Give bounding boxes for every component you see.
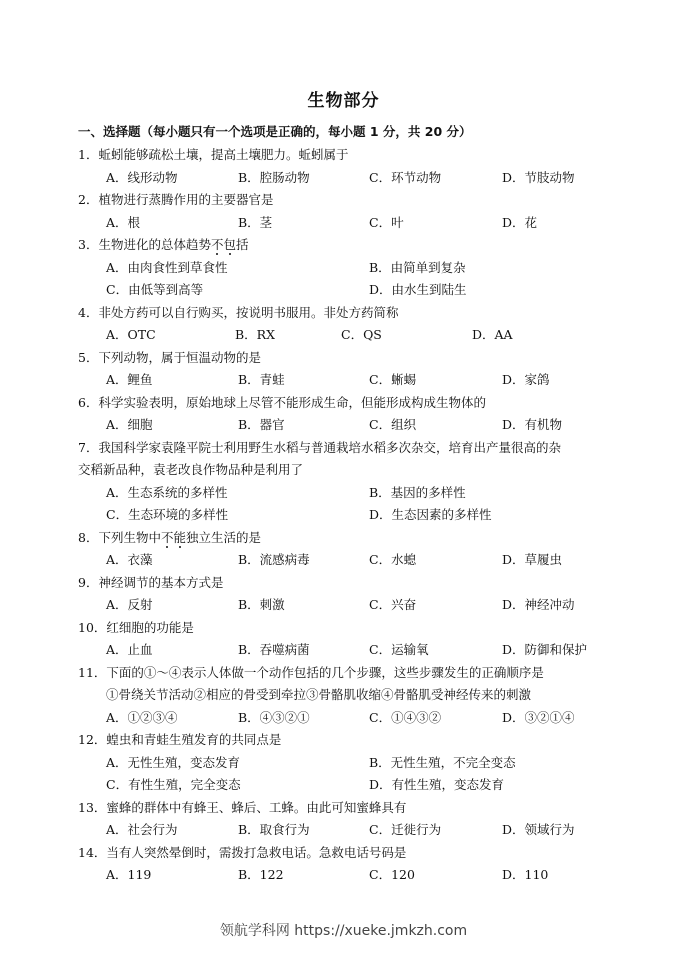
option-a: A．止血: [106, 642, 153, 657]
question-4: [78, 302, 618, 347]
option-d: D．由水生到陆生: [369, 282, 467, 297]
option-b: B．无性生殖，不完全变态: [369, 754, 516, 770]
option-c: C．蜥蜴: [369, 372, 417, 387]
option-d: D．领域行为: [502, 822, 575, 837]
question-stem: 13．蜜蜂的群体中有蜂王、蜂后、工蜂。由此可知蜜蜂具有: [78, 799, 407, 815]
emphasis-char: 不: [160, 529, 174, 545]
option-c: C．兴奋: [369, 597, 417, 612]
option-c: C．QS: [341, 327, 382, 342]
option-a: A．细胞: [106, 417, 153, 432]
option-b: B．由简单到复杂: [369, 259, 466, 275]
option-a: A．社会行为: [106, 822, 178, 837]
question-3: [78, 234, 618, 302]
options: [78, 324, 618, 347]
option-b: B．④③②①: [238, 709, 310, 725]
option-a: A．由肉食性到草食性: [106, 259, 228, 275]
question-stem: 5．下列动物，属于恒温动物的是: [78, 349, 261, 365]
option-a: A．119: [106, 867, 152, 882]
option-b: B．腔肠动物: [238, 169, 310, 185]
option-a: A．生态系统的多样性: [106, 484, 228, 500]
options: [78, 482, 618, 505]
question-6: [78, 392, 618, 437]
option-c: C．组织: [369, 417, 417, 432]
option-d: D．防御和保护: [502, 642, 588, 657]
question-stem: [78, 234, 618, 257]
question-stem: 9．神经调节的基本方式是: [78, 574, 224, 590]
page-title: 生物部分: [307, 91, 380, 111]
option-d: D．③②①④: [502, 709, 575, 725]
question-stem-continued: 交稻新品种，袁老改良作物品种是利用了: [78, 462, 304, 477]
option-c: C．①④③②: [369, 709, 442, 725]
question-stem: [78, 527, 618, 550]
emphasis-char: 不: [210, 237, 224, 252]
option-c: C．叶: [369, 214, 404, 230]
options: [78, 819, 618, 842]
question-stem: 6．科学实验表明，原始地球上尽管不能形成生命，但能形成构成生物体的: [78, 394, 486, 410]
emphasis-char: 能: [173, 529, 186, 545]
options: [78, 707, 618, 730]
options: [78, 549, 618, 572]
options: [78, 414, 618, 437]
option-b: B．基因的多样性: [369, 484, 466, 500]
stem-text: 3．生物进化的总体趋势: [78, 237, 211, 252]
question-12: [78, 729, 618, 797]
option-c: C．由低等到高等: [106, 282, 204, 297]
options: [78, 279, 618, 302]
option-a: A．反射: [106, 597, 153, 612]
question-stem: 11．下面的①～④表示人体做一个动作包括的几个步骤，这些步骤发生的正确顺序是: [78, 664, 544, 680]
option-a: A．鲤鱼: [106, 372, 153, 387]
option-c: C．有性生殖，完全变态: [106, 777, 241, 792]
option-b: B．122: [238, 867, 284, 882]
stem-text: 8．下列生物中: [78, 529, 161, 545]
option-d: D．神经冲动: [502, 597, 575, 612]
question-stem: 2．植物进行蒸腾作用的主要器官是: [78, 192, 274, 207]
option-c: C．生态环境的多样性: [106, 507, 229, 522]
question-9: [78, 572, 618, 617]
question-2: [78, 189, 618, 234]
question-8: [78, 527, 618, 572]
option-b: B．RX: [235, 327, 275, 342]
question-14: [78, 842, 618, 887]
option-b: B．青蛙: [238, 372, 285, 387]
options: [78, 864, 618, 887]
option-b: B．器官: [238, 417, 285, 432]
question-stem: 7．我国科学家袁隆平院士利用野生水稻与普通栽培水稻多次杂交，培育出产量很高的杂: [78, 439, 561, 455]
option-b: B．流感病毒: [238, 552, 310, 567]
option-b: B．茎: [238, 214, 273, 230]
question-stem: 4．非处方药可以自行购买，按说明书服用。非处方药简称: [78, 304, 399, 320]
watermark-footer: 领航学科网 https://xueke.jmkzh.com: [219, 923, 468, 939]
option-d: D．草履虫: [502, 552, 563, 567]
options: [78, 504, 618, 527]
options: [78, 369, 618, 392]
question-stem: 1．蚯蚓能够疏松土壤，提高土壤肥力。蚯蚓属于: [78, 147, 349, 162]
option-b: B．取食行为: [238, 822, 310, 837]
question-1: [78, 144, 618, 189]
question-stem: 12．蝗虫和青蛙生殖发育的共同点是: [78, 732, 282, 747]
options: [78, 594, 618, 617]
question-13: [78, 797, 618, 842]
option-d: D．家鸽: [502, 372, 550, 387]
option-c: C．环节动物: [369, 169, 442, 185]
option-d: D．有机物: [502, 417, 563, 432]
option-a: A．衣藻: [106, 552, 153, 567]
option-d: D．生态因素的多样性: [369, 507, 492, 522]
emphasis-char: 包: [223, 237, 236, 252]
option-c: C．运输氧: [369, 642, 429, 657]
option-c: C．迁徙行为: [369, 822, 442, 837]
section-heading: 一、选择题（每小题只有一个选项是正确的，每小题 1 分，共 20 分）: [78, 124, 472, 139]
stem-text: 独立生活的是: [186, 529, 262, 545]
options: [78, 212, 618, 235]
option-b: B．刺激: [238, 597, 285, 612]
option-d: D．花: [502, 214, 538, 230]
stem-text: 括: [236, 237, 249, 252]
option-d: D．节肢动物: [502, 169, 575, 185]
question-10: [78, 617, 618, 662]
question-stem: 10．红细胞的功能是: [78, 619, 194, 635]
option-a: A．根: [106, 214, 141, 230]
option-d: D．AA: [472, 327, 513, 342]
question-stem-continued: ①骨绕关节活动②相应的骨受到牵拉③骨骼肌收缩④骨骼肌受神经传来的刺激: [106, 687, 532, 702]
question-7: [78, 437, 618, 527]
options: [78, 167, 618, 190]
option-c: C．120: [369, 867, 415, 882]
option-a: A．线形动物: [106, 169, 178, 185]
option-a: A．无性生殖，变态发育: [106, 754, 241, 770]
question-list: [78, 144, 618, 887]
options: [78, 257, 618, 280]
option-b: B．吞噬病菌: [238, 642, 310, 657]
question-5: [78, 347, 618, 392]
options: [78, 752, 618, 775]
option-a: A．OTC: [106, 327, 156, 342]
option-d: D．有性生殖，变态发育: [369, 777, 505, 792]
option-c: C．水螅: [369, 552, 417, 567]
options: [78, 639, 618, 662]
question-stem: 14．当有人突然晕倒时，需拨打急救电话。急救电话号码是: [78, 844, 407, 860]
options: [78, 774, 618, 797]
option-a: A．①②③④: [106, 709, 178, 725]
option-d: D．110: [502, 867, 549, 882]
question-11: [78, 662, 618, 730]
